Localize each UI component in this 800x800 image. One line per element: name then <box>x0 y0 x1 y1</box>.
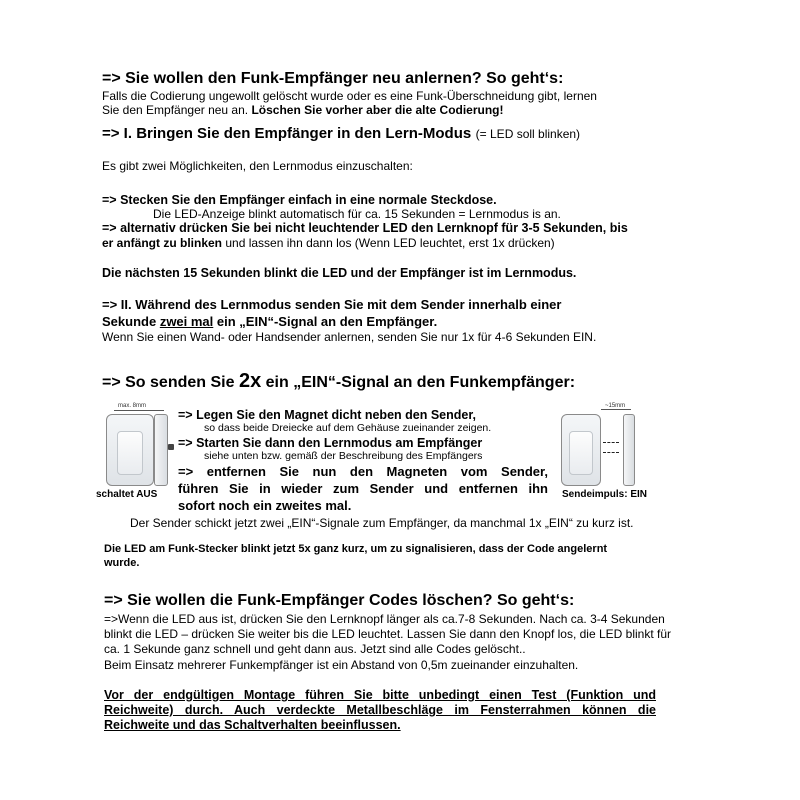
heading-send-twice <box>102 370 575 393</box>
heading-delete-codes: => Sie wollen die Funk-Empfänger Codes löschen? So geht‘s: <box>104 592 575 609</box>
step1-option2-normal: und lassen ihn dann los (Wenn LED leuchtet, erst 1x drücken) <box>225 236 555 250</box>
step2-line1: => II. Während des Lernmodus senden Sie mit dem Sender innerhalb einer <box>102 297 562 312</box>
relearn-text-line1: Falls die Codierung ungewollt gelöscht wurde oder es eine Funk-Überschneidung gibt, lernen <box>102 89 597 103</box>
step1-summary: Die nächsten 15 Sekunden blinkt die LED und der Empfänger ist im Lernmodus. <box>102 266 577 280</box>
send-note: Der Sender schickt jetzt zwei „EIN“-Signale zum Empfänger, da manchmal 1x „EIN“ zu kurz ist. <box>130 516 634 530</box>
left-dimension-label: max. 8mm <box>118 403 147 409</box>
heading-relearn: => Sie wollen den Funk-Empfänger neu anlernen? So geht‘s: <box>102 70 564 87</box>
delete-text-line1: =>Wenn die LED aus ist, drücken Sie den Lernknopf länger als ca.7-8 Sekunden. Nach ca. 3-4 Sekunden <box>104 612 665 626</box>
warning-line2: Reichweite) durch. Auch verdeckte Metallbeschläge im Fensterrahmen können die <box>104 703 656 717</box>
led-confirm-line2: wurde. <box>104 557 140 569</box>
step1-option1: => Stecken Sie den Empfänger einfach in eine normale Steckdose. <box>102 193 497 207</box>
warning-line1: Vor der endgültigen Montage führen Sie bitte unbedingt einen Test (Funktion und <box>104 688 656 702</box>
step1-heading-note: (= LED soll blinken) <box>475 127 581 141</box>
relearn-text-line2 <box>102 103 504 117</box>
sender-device <box>106 414 154 486</box>
step1-intro: Es gibt zwei Möglichkeiten, den Lernmodus einzuschalten: <box>102 159 413 173</box>
send-bullet3-line3: sofort noch ein zweites mal. <box>178 498 352 513</box>
sender-magnet-closed-image <box>102 398 177 488</box>
relearn-text-normal: Sie den Empfänger neu an. <box>102 103 249 117</box>
left-image-caption: schaltet AUS <box>96 489 158 500</box>
right-dimension-label: ~15mm <box>605 403 626 409</box>
send-heading-a: => So senden Sie <box>102 374 235 391</box>
step2-line2-a: Sekunde <box>102 314 157 329</box>
step1-option1-note: Die LED-Anzeige blinkt automatisch für ca. 15 Sekunden = Lernmodus is an. <box>153 207 561 221</box>
magnet-right <box>623 414 635 486</box>
step1-option2-line1: => alternativ drücken Sie bei nicht leuchtender LED den Lernknopf für 3-5 Sekunden, bis <box>102 221 628 235</box>
send-bullet3-line2: führen Sie in wieder zum Sender und entfernen ihn <box>178 481 548 496</box>
distance-note: Beim Einsatz mehrerer Funkempfänger ist ein Abstand von 0,5m zueinander einzuhalten. <box>104 658 579 672</box>
send-bullet1: => Legen Sie den Magnet dicht neben den Sender, <box>178 408 476 422</box>
step1-option2-bold: er anfängt zu blinken <box>102 236 223 250</box>
send-heading-big: 2x <box>238 370 262 392</box>
delete-text-line2: blinkt die LED – drücken Sie weiter bis die LED leuchtet. Lassen Sie dann den Knopf los, die LED blinkt für <box>104 627 671 641</box>
step2-line2-b: ein „EIN“-Signal an den Empfänger. <box>216 314 438 329</box>
step1-option2-line2 <box>102 236 555 250</box>
send-heading-b: ein „EIN“-Signal an den Funkempfänger: <box>265 374 576 391</box>
step2-line2 <box>102 314 437 329</box>
step2-line3: Wenn Sie einen Wand- oder Handsender anlernen, senden Sie nur 1x für 4-6 Sekunden EIN. <box>102 330 597 344</box>
send-bullet3-line1: => entfernen Sie nun den Magneten vom Sender, <box>178 464 548 479</box>
send-bullet1-note: so dass beide Dreiecke auf dem Gehäuse zueinander zeigen. <box>204 422 492 434</box>
send-bullet2-note: siehe unten bzw. gemäß der Beschreibung des Empfängers <box>204 450 483 462</box>
sender-magnet-open-image <box>555 398 640 488</box>
heading-step1 <box>102 125 580 143</box>
delete-text-line3: ca. 1 Sekunde ganz schnell und geht dann aus. Jetzt sind alle Codes gelöscht.. <box>104 642 526 656</box>
step1-heading-bold: => I. Bringen Sie den Empfänger in den Lern-Modus <box>102 125 472 142</box>
send-bullet2: => Starten Sie dann den Lernmodus am Empfänger <box>178 436 483 450</box>
sender-device-right <box>561 414 601 486</box>
step2-line2-underlined: zwei mal <box>159 314 214 329</box>
magnet <box>154 414 168 486</box>
warning-line3: Reichweite und das Schaltverhalten beeinflussen. <box>104 718 401 732</box>
right-image-caption: Sendeimpuls: EIN <box>562 489 648 500</box>
relearn-text-bold: Löschen Sie vorher aber die alte Codierung! <box>251 103 504 117</box>
led-confirm-line1: Die LED am Funk-Stecker blinkt jetzt 5x ganz kurz, um zu signalisieren, dass der Code angelernt <box>104 543 608 555</box>
